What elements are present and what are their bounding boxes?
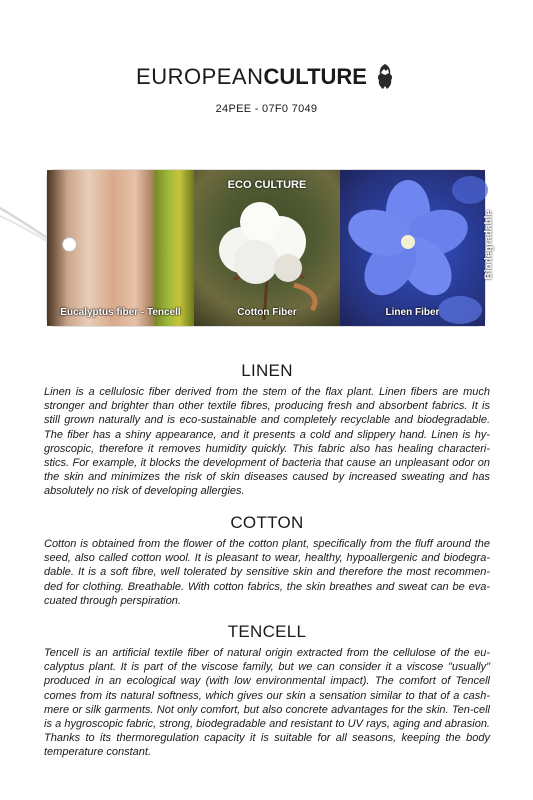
brand-logo — [0, 62, 533, 92]
section-title: COTTON — [230, 513, 304, 532]
tag-hole — [63, 238, 76, 251]
section-body: Tencell is an artificial textile fiber of natural origin extracted from the cellulose of the eu-calyptus plant. It is part of the viscose family, but we can consider it a viscose "usually" produced in an ecological way (with low environmental impact). The comfort of Tencell comes from its natural softness, which gives our skin a sensation similar to that of a cash-mere or silk garments. Not only comfort, but also concrete advantages for the skin. Ten-cell is a hygroscopic fabric, strong, biodegradable and resistant to UV rays, aging and abrasion. Thanks to its thermoregulation capacity it is suitable for all seasons, keeping the body temperature constant. — [44, 647, 490, 759]
product-code: 24PEE - 07F0 7049 — [215, 103, 318, 115]
cotton-boll-image — [194, 170, 340, 326]
panel-label-eucalyptus: Eucalyptus fiber - Tencell — [60, 307, 181, 318]
section-title: LINEN — [241, 361, 293, 380]
eucalyptus-panel — [47, 170, 194, 326]
biodegradable-label: Biodegradable — [483, 210, 494, 280]
flax-flower-image — [340, 170, 485, 326]
brand-name-light: EUROPEAN — [136, 64, 264, 89]
brand-name-bold: CULTURE — [263, 64, 367, 89]
griffin-icon — [373, 62, 397, 92]
linen-panel — [340, 170, 494, 326]
panel-label-linen: Linen Fiber — [385, 307, 440, 318]
fiber-banner — [47, 170, 494, 326]
cotton-panel — [194, 170, 340, 326]
section-title: TENCELL — [227, 622, 307, 641]
section-linen — [44, 361, 490, 499]
section-tencell — [44, 622, 490, 760]
section-body: Cotton is obtained from the flower of the cotton plant, specifically from the fluff around the seed, also called cotton wool. It is pleasant to wear, healthy, hypoallergenic and biodegra-dable. It is a soft fibre, well tolerated by sensitive skin and therefore the most recommen-ded for clothing. Breathable. With cotton fabrics, the skin breathes and sweat can be eva-cuated through perspiration. — [44, 538, 490, 607]
eco-culture-title: ECO CULTURE — [227, 179, 307, 191]
section-cotton — [44, 513, 490, 608]
section-body: Linen is a cellulosic fiber derived from the stem of the flax plant. Linen fibers are much stronger and brighter than other textile fibres, producing fresh and absorbent fabrics. It is still grown naturally and is eco-sustainable and completely recyclable and biodegradable. The fiber has a shiny appearance, and it presents a cold and slippery hand. Linen is hy-groscopic, therefore it removes humidity quickly. This fabric also has healing characteri-stics. For example, it blocks the development of bacteria that cause an unpleasant odor on the skin and minimizes the risk of skin diseases caused by increased sweating and has absolutely no risk of developing allergies. — [44, 386, 490, 498]
panel-label-cotton: Cotton Fiber — [237, 307, 297, 318]
brand-wordmark — [136, 62, 397, 92]
